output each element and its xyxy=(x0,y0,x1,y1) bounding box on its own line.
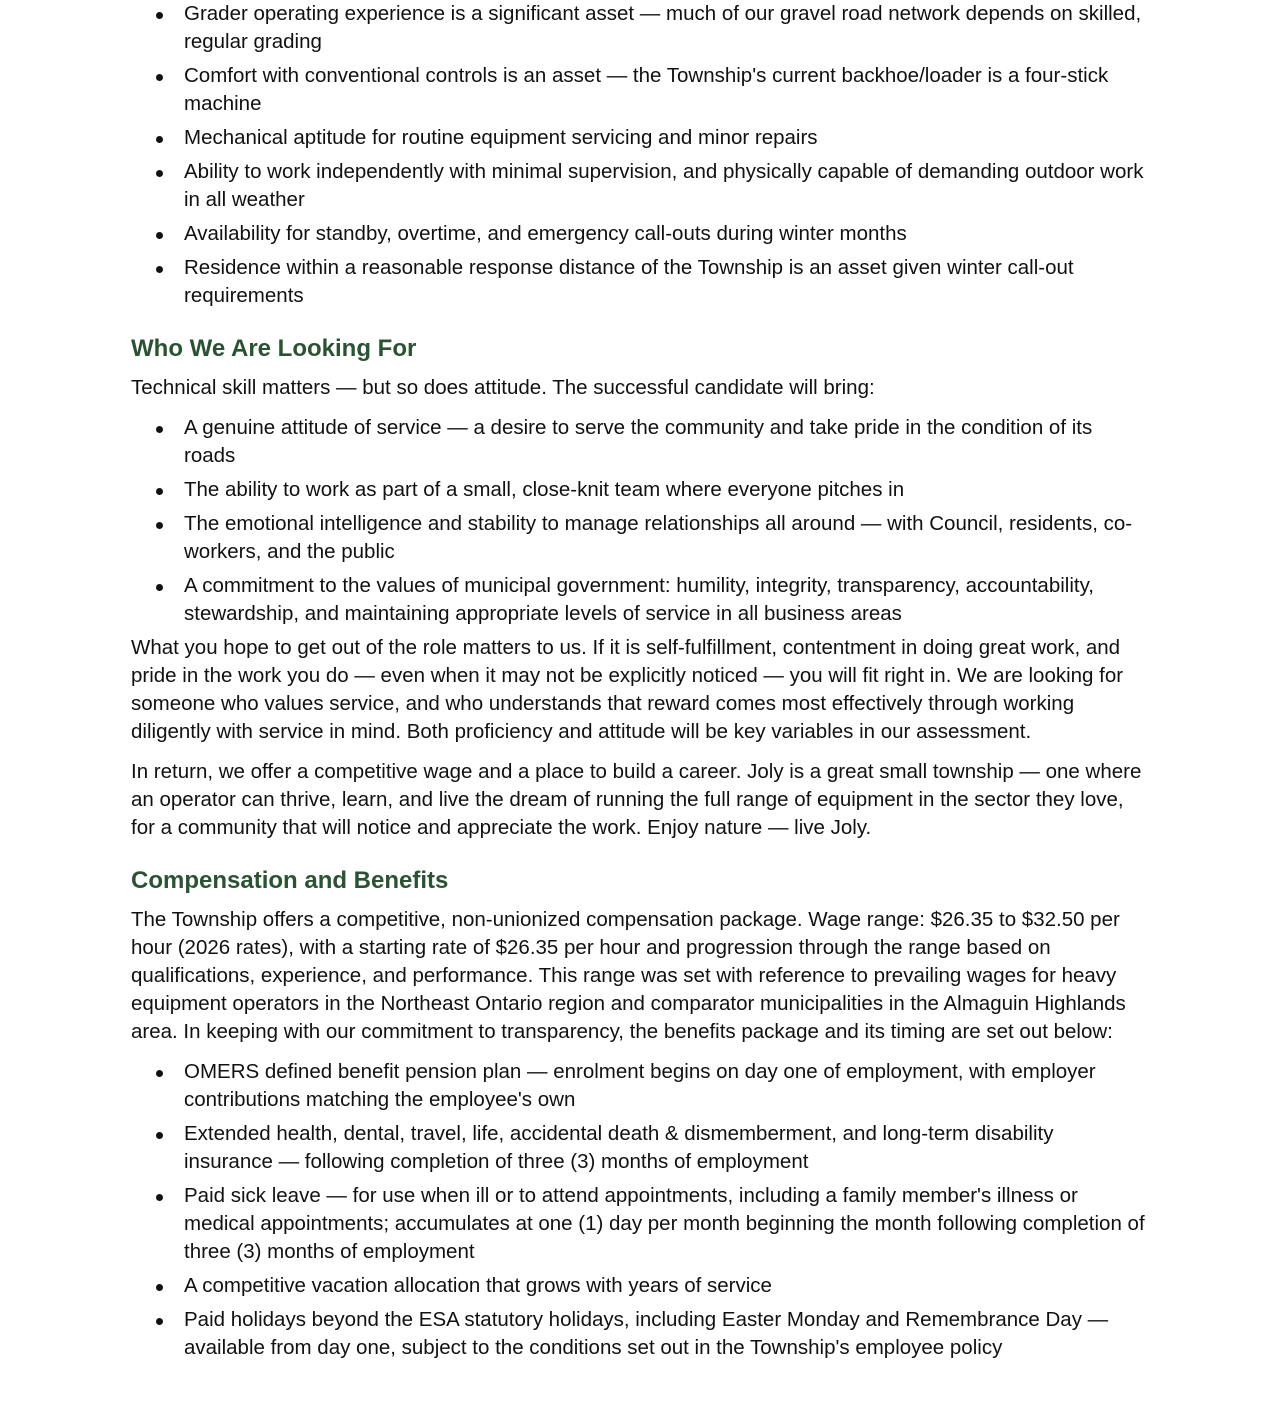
list-item-text: Paid holidays beyond the ESA statutory holidays, including Easter Monday and Remembrance Day — available from day one, subject to the conditions set out in the Township's employee policy xyxy=(184,1308,1109,1359)
list-item-text: Paid sick leave — for use when ill or to attend appointments, including a family member's illness or medical appointments; accumulates at one (1) day per month beginning the month following completion of three (3) months of employment xyxy=(184,1184,1145,1263)
bullet-icon xyxy=(156,1284,163,1291)
requirements-list xyxy=(131,0,1146,310)
list-item-text: Mechanical aptitude for routine equipment servicing and minor repairs xyxy=(184,126,818,149)
list-item-text: A competitive vacation allocation that grows with years of service xyxy=(184,1274,772,1297)
list-item-text: A commitment to the values of municipal government: humility, integrity, transparency, accountability, stewardship, and maintaining appropriate levels of service in all business areas xyxy=(184,574,1094,625)
bullet-icon xyxy=(156,170,163,177)
list-item xyxy=(131,414,1146,470)
looking-for-intro: Technical skill matters — but so does attitude. The successful candidate will bring: xyxy=(131,376,875,399)
looking-for-paragraph-2: In return, we offer a competitive wage and a place to build a career. Joly is a great small township — one where an operator can thrive, learn, and live the dream of running the full range of equipment in the sector they love, for a community that will notice and appreciate the work. Enjoy nature — live Joly. xyxy=(131,760,1142,839)
looking-for-heading: Who We Are Looking For xyxy=(131,335,417,362)
list-item-text: A genuine attitude of service — a desire to serve the community and take pride in the condition of its roads xyxy=(184,416,1093,467)
looking-for-list xyxy=(131,414,1146,628)
list-item-text: OMERS defined benefit pension plan — enrolment begins on day one of employment, with employer contributions matching the employee's own xyxy=(184,1060,1096,1111)
list-item xyxy=(131,1058,1146,1114)
list-item-text: Availability for standby, overtime, and emergency call-outs during winter months xyxy=(184,222,907,245)
bullet-icon xyxy=(156,12,163,19)
bullet-icon xyxy=(156,426,163,433)
list-item xyxy=(131,124,1146,152)
list-item xyxy=(131,1306,1146,1362)
bullet-icon xyxy=(156,1194,163,1201)
document-page xyxy=(131,0,1146,1368)
bullet-icon xyxy=(156,74,163,81)
list-item-text: Ability to work independently with minimal supervision, and physically capable of demanding outdoor work in all weather xyxy=(184,160,1144,211)
bullet-icon xyxy=(156,232,163,239)
list-item-text: The ability to work as part of a small, close-knit team where everyone pitches in xyxy=(184,478,905,501)
bullet-icon xyxy=(156,522,163,529)
looking-for-paragraph-1: What you hope to get out of the role matters to us. If it is self-fulfillment, contentment in doing great work, and pride in the work you do — even when it may not be explicitly noticed — you will fit right in. We are looking for someone who values service, and who understands that reward comes most effectively through working diligently with service in mind. Both proficiency and attitude will be key variables in our assessment. xyxy=(131,636,1124,743)
list-item xyxy=(131,62,1146,118)
compensation-heading: Compensation and Benefits xyxy=(131,867,449,894)
list-item-text: Grader operating experience is a significant asset — much of our gravel road network depends on skilled, regular grading xyxy=(184,2,1142,53)
list-item xyxy=(131,1120,1146,1176)
list-item-text: The emotional intelligence and stability to manage relationships all around — with Council, residents, co-workers, and the public xyxy=(184,512,1133,563)
list-item xyxy=(131,220,1146,248)
bullet-icon xyxy=(156,1318,163,1325)
bullet-icon xyxy=(156,136,163,143)
bullet-icon xyxy=(156,584,163,591)
compensation-intro: The Township offers a competitive, non-unionized compensation package. Wage range: $26.35 to $32.50 per hour (2026 rates), with a starting rate of $26.35 per hour and progression through the range based on qualifications, experience, and performance. This range was set with reference to prevailing wages for heavy equipment operators in the Northeast Ontario region and comparator municipalities in the Almaguin Highlands area. In keeping with our commitment to transparency, the benefits package and its timing are set out below: xyxy=(131,908,1126,1043)
list-item-text: Extended health, dental, travel, life, accidental death & dismemberment, and long-term disability insurance — following completion of three (3) months of employment xyxy=(184,1122,1054,1173)
list-item xyxy=(131,572,1146,628)
list-item xyxy=(131,510,1146,566)
list-item xyxy=(131,1182,1146,1266)
list-item xyxy=(131,254,1146,310)
bullet-icon xyxy=(156,1070,163,1077)
bullet-icon xyxy=(156,488,163,495)
bullet-icon xyxy=(156,1132,163,1139)
list-item xyxy=(131,1272,1146,1300)
list-item-text: Comfort with conventional controls is an asset — the Township's current backhoe/loader is a four-stick machine xyxy=(184,64,1109,115)
list-item xyxy=(131,158,1146,214)
list-item xyxy=(131,476,1146,504)
bullet-icon xyxy=(156,266,163,273)
list-item xyxy=(131,0,1146,56)
list-item-text: Residence within a reasonable response distance of the Township is an asset given winter call-out requirements xyxy=(184,256,1074,307)
benefits-list xyxy=(131,1058,1146,1362)
